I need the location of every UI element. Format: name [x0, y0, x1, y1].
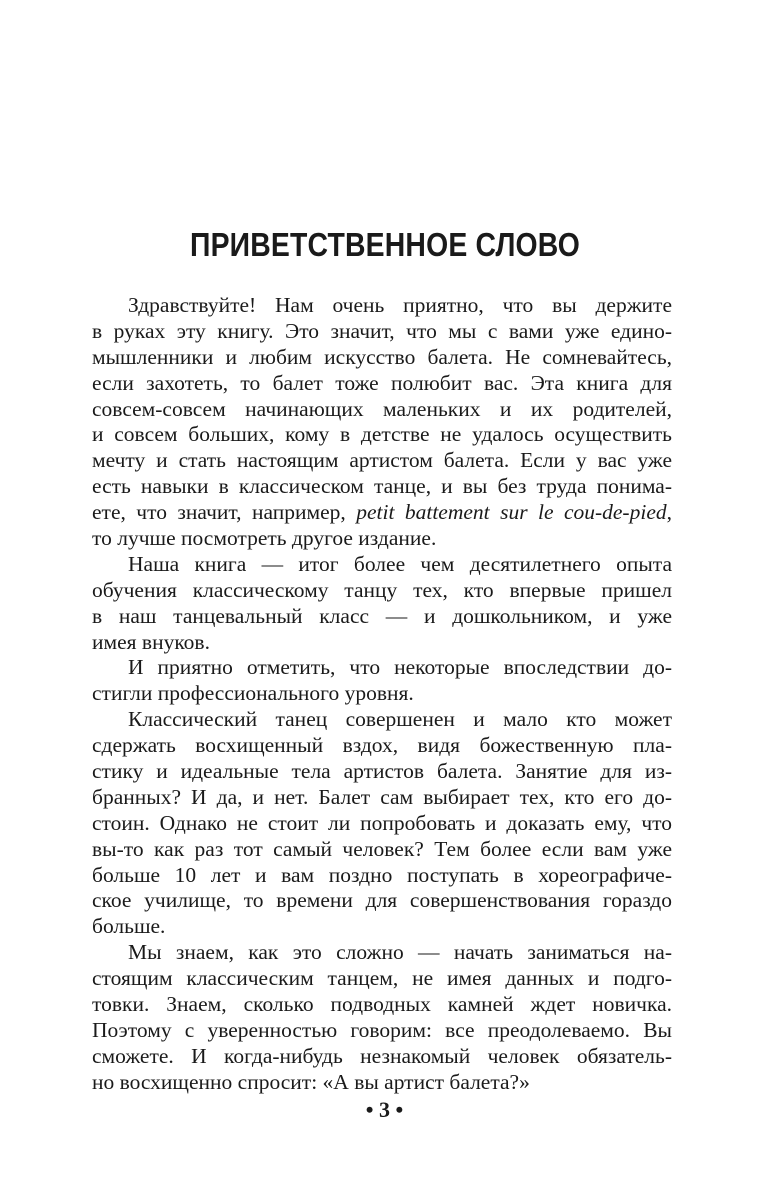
text-line: то лучше посмотреть другое издание.	[92, 526, 437, 551]
text-run: ,	[666, 500, 672, 525]
text-line: Классический танец совершенен и мало кто может	[128, 707, 672, 732]
text-line: в наш танцевальный класс — и дошкольником, и уже	[92, 603, 672, 628]
text-run: ете, что значит, например,	[92, 500, 357, 525]
text-line: ское училище, то времени для совершенствования гораздо	[92, 888, 672, 913]
text-line: стигли профессионального уровня.	[92, 681, 414, 706]
text-line-with-italic	[92, 500, 672, 526]
text-line: Мы знаем, как это сложно — начать заниматься на-	[128, 940, 672, 965]
page-title: ПРИВЕТСТВЕННОЕ СЛОВО	[189, 226, 580, 263]
text-line: и совсем больших, кому в детстве не удалось осуществить	[92, 422, 672, 447]
text-line: обучения классическому танцу тех, кто впервые пришел	[92, 577, 672, 602]
text-line: больше 10 лет и вам поздно поступать в хореографиче-	[92, 862, 672, 887]
text-line: стику и идеальные тела артистов балета. Занятие для из-	[92, 759, 672, 784]
text-line: сдержать восхищенный вздох, видя божественную пла-	[92, 733, 672, 758]
paragraph	[92, 293, 672, 552]
text-line: стоин. Однако не стоит ли попробовать и доказать ему, что	[92, 810, 672, 835]
text-line: но восхищенно спросит: «А вы артист балета?»	[92, 1069, 530, 1094]
paragraph	[92, 940, 672, 1095]
text-line: мечту и стать настоящим артистом балета. Если у вас уже	[92, 448, 672, 473]
paragraph	[92, 655, 672, 707]
text-line: в руках эту книгу. Это значит, что мы с вами уже едино-	[92, 318, 672, 343]
text-line: есть навыки в классическом танце, и вы без труда понима-	[92, 474, 672, 499]
text-line: Здравствуйте! Нам очень приятно, что вы держите	[128, 293, 672, 317]
text-line: совсем-совсем начинающих маленьких и их родителей,	[92, 396, 672, 421]
paragraph	[92, 552, 672, 656]
text-line: имея внуков.	[92, 629, 210, 654]
body-text	[92, 293, 672, 1096]
text-line: больше.	[92, 914, 166, 939]
page-number: • 3 •	[365, 1097, 404, 1122]
text-line: И приятно отметить, что некоторые впоследствии до-	[128, 655, 672, 680]
text-line: Поэтому с уверенностью говорим: все преодолеваемо. Вы	[92, 1017, 672, 1042]
italic-term: petit battement sur le cou-de-pied	[356, 500, 667, 525]
text-line: мышленники и любим искусство балета. Не сомневайтесь,	[92, 344, 672, 369]
text-line: сможете. И когда-нибудь незнакомый человек обязатель-	[92, 1043, 672, 1068]
text-line: бранных? И да, и нет. Балет сам выбирает тех, кто его до-	[92, 784, 672, 809]
text-line: вы-то как раз тот самый человек? Тем более если вам уже	[92, 836, 672, 861]
text-line: стоящим классическим танцем, не имея данных и подго-	[92, 966, 672, 991]
paragraph	[92, 707, 672, 940]
text-line: товки. Знаем, сколько подводных камней ждет новичка.	[92, 992, 672, 1017]
text-line: если захотеть, то балет тоже полюбит вас. Эта книга для	[92, 370, 672, 395]
text-line: Наша книга — итог более чем десятилетнего опыта	[128, 551, 672, 576]
